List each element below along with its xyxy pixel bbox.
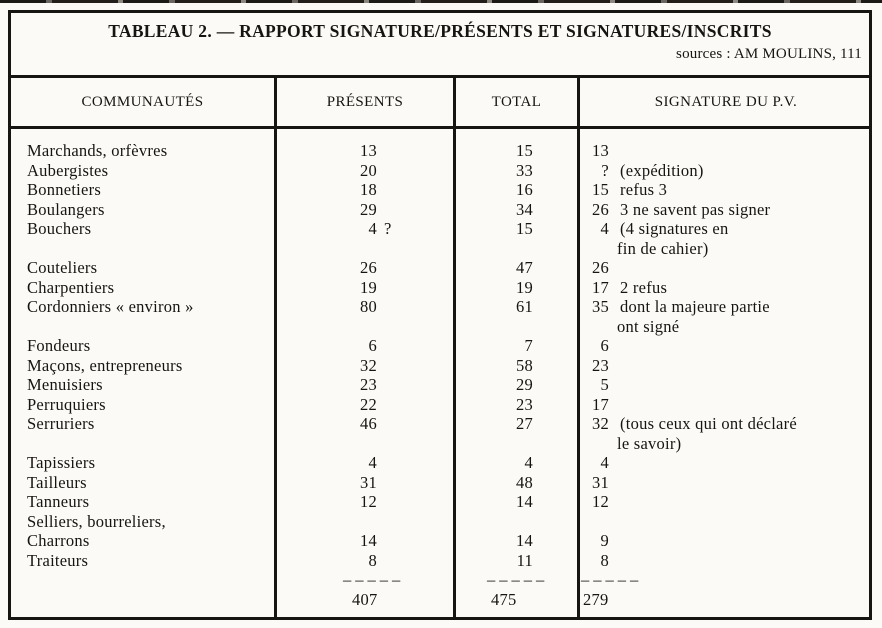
presents-note-cell: ? <box>384 219 392 239</box>
community-name-cell: Fondeurs <box>27 336 91 356</box>
source-note: sources : AM MOULINS, 111 <box>676 46 862 62</box>
signature-note-cell: (tous ceux qui ont déclaré <box>620 414 797 434</box>
table-row <box>0 278 882 298</box>
community-name-cell: Aubergistes <box>27 160 109 180</box>
signature-note-cell: ont signé <box>617 316 680 336</box>
table-row <box>0 551 882 571</box>
signature-note-cell: fin de cahier) <box>617 238 709 258</box>
column-header-communautes: COMMUNAUTÉS <box>81 94 204 110</box>
community-name-cell: Selliers, bourreliers, <box>27 511 166 531</box>
signature-count-cell: 15 <box>592 180 609 200</box>
community-name-cell: Maçons, entrepreneurs <box>27 355 183 375</box>
totals-separator-row <box>0 570 882 590</box>
community-name-cell: Charpentiers <box>27 277 115 297</box>
signature-count-cell: 31 <box>592 472 609 492</box>
community-name-cell: Bouchers <box>27 219 92 239</box>
signature-count-cell: 4 <box>600 219 609 239</box>
community-name-cell: Marchands, orfèvres <box>27 141 168 161</box>
table-row-continuation <box>0 434 882 454</box>
presents-cell: 20 <box>360 160 377 180</box>
signature-count-cell: 5 <box>600 375 609 395</box>
signature-count-cell: 12 <box>592 492 609 512</box>
total-column-total: 475 <box>491 589 517 609</box>
signature-note-cell: 2 refus <box>620 277 668 297</box>
signature-note-cell: le savoir) <box>617 433 682 453</box>
signature-count-cell: 6 <box>600 336 609 356</box>
table-row <box>0 512 882 532</box>
column-header-signature-du-pv: SIGNATURE DU P.V. <box>654 94 798 110</box>
presents-cell: 46 <box>360 414 377 434</box>
table-row <box>0 375 882 395</box>
community-name-cell: Traiteurs <box>27 550 89 570</box>
presents-cell: 23 <box>360 375 377 395</box>
signature-count-cell: 4 <box>600 453 609 473</box>
community-name-cell: Tanneurs <box>27 492 90 512</box>
presents-cell: 32 <box>360 355 377 375</box>
total-cell: 27 <box>516 414 533 434</box>
table-row <box>0 180 882 200</box>
community-name-cell: Menuisiers <box>27 375 103 395</box>
table-row <box>0 200 882 220</box>
presents-cell: 4 <box>368 219 377 239</box>
signature-count-cell: 13 <box>592 141 609 161</box>
signature-count-cell: 17 <box>592 277 609 297</box>
table-row <box>0 531 882 551</box>
signature-count-cell: 23 <box>592 355 609 375</box>
title-separator-line <box>8 75 872 78</box>
signature-count-cell: ? <box>601 160 609 180</box>
presents-cell: 14 <box>360 531 377 551</box>
signature-count-cell: 8 <box>600 550 609 570</box>
signature-count-cell: 9 <box>600 531 609 551</box>
presents-cell: 6 <box>368 336 377 356</box>
total-cell: 33 <box>516 160 533 180</box>
community-name-cell: Serruriers <box>27 414 95 434</box>
header-separator-line <box>8 126 872 129</box>
community-name-cell: Perruquiers <box>27 394 106 414</box>
total-cell: 23 <box>516 394 533 414</box>
column-header-total: TOTAL <box>491 94 542 110</box>
presents-cell: 12 <box>360 492 377 512</box>
total-cell: 14 <box>516 492 533 512</box>
table-row <box>0 473 882 493</box>
total-cell: 11 <box>516 550 533 570</box>
table-row-continuation <box>0 317 882 337</box>
total-cell: 61 <box>516 297 533 317</box>
scan-edge-artifact <box>0 0 882 3</box>
table-row <box>0 141 882 161</box>
total-cell: 14 <box>516 531 533 551</box>
column-header-presents: PRÉSENTS <box>326 94 404 110</box>
total-cell: 29 <box>516 375 533 395</box>
table-row <box>0 336 882 356</box>
total-cell: 48 <box>516 472 533 492</box>
total-cell: 19 <box>516 277 533 297</box>
presents-cell: 22 <box>360 394 377 414</box>
community-name-cell: Tailleurs <box>27 472 87 492</box>
signature-note-cell: refus 3 <box>620 180 668 200</box>
totals-row <box>0 590 882 610</box>
community-name-cell: Bonnetiers <box>27 180 101 200</box>
presents-separator-dashes: ––––– <box>343 570 405 590</box>
signature-separator-dashes: ––––– <box>581 570 643 590</box>
table-title: TABLEAU 2. — RAPPORT SIGNATURE/PRÉSENTS ET SIGNATURES/INSCRITS <box>108 21 772 41</box>
signature-count-cell: 32 <box>592 414 609 434</box>
signature-count-cell: 26 <box>592 258 609 278</box>
presents-cell: 31 <box>360 472 377 492</box>
table-row <box>0 161 882 181</box>
presents-cell: 19 <box>360 277 377 297</box>
presents-cell: 13 <box>360 141 377 161</box>
presents-column-total: 407 <box>352 589 378 609</box>
table-row <box>0 219 882 239</box>
presents-cell: 80 <box>360 297 377 317</box>
table-row-continuation <box>0 239 882 259</box>
table-row <box>0 356 882 376</box>
signature-count-cell: 35 <box>592 297 609 317</box>
presents-cell: 26 <box>360 258 377 278</box>
total-cell: 4 <box>524 453 533 473</box>
presents-cell: 4 <box>368 453 377 473</box>
total-cell: 16 <box>516 180 533 200</box>
presents-cell: 8 <box>368 550 377 570</box>
table-row <box>0 258 882 278</box>
signature-note-cell: dont la majeure partie <box>620 297 770 317</box>
total-cell: 58 <box>516 355 533 375</box>
community-name-cell: Cordonniers « environ » <box>27 297 194 317</box>
presents-cell: 29 <box>360 199 377 219</box>
community-name-cell: Charrons <box>27 531 90 551</box>
total-cell: 7 <box>524 336 533 356</box>
presents-cell: 18 <box>360 180 377 200</box>
signature-note-cell: (4 signatures en <box>620 219 729 239</box>
total-separator-dashes: ––––– <box>487 570 549 590</box>
community-name-cell: Couteliers <box>27 258 98 278</box>
table-row <box>0 297 882 317</box>
community-name-cell: Boulangers <box>27 199 105 219</box>
community-name-cell: Tapissiers <box>27 453 96 473</box>
signature-note-cell: (expédition) <box>620 160 704 180</box>
table-row <box>0 492 882 512</box>
signature-count-cell: 26 <box>592 199 609 219</box>
table-row <box>0 414 882 434</box>
table-row <box>0 395 882 415</box>
total-cell: 34 <box>516 199 533 219</box>
total-cell: 47 <box>516 258 533 278</box>
total-cell: 15 <box>516 219 533 239</box>
signature-count-cell: 17 <box>592 394 609 414</box>
signature-column-total: 279 <box>583 589 609 609</box>
table-row <box>0 453 882 473</box>
signature-note-cell: 3 ne savent pas signer <box>620 199 771 219</box>
total-cell: 15 <box>516 141 533 161</box>
